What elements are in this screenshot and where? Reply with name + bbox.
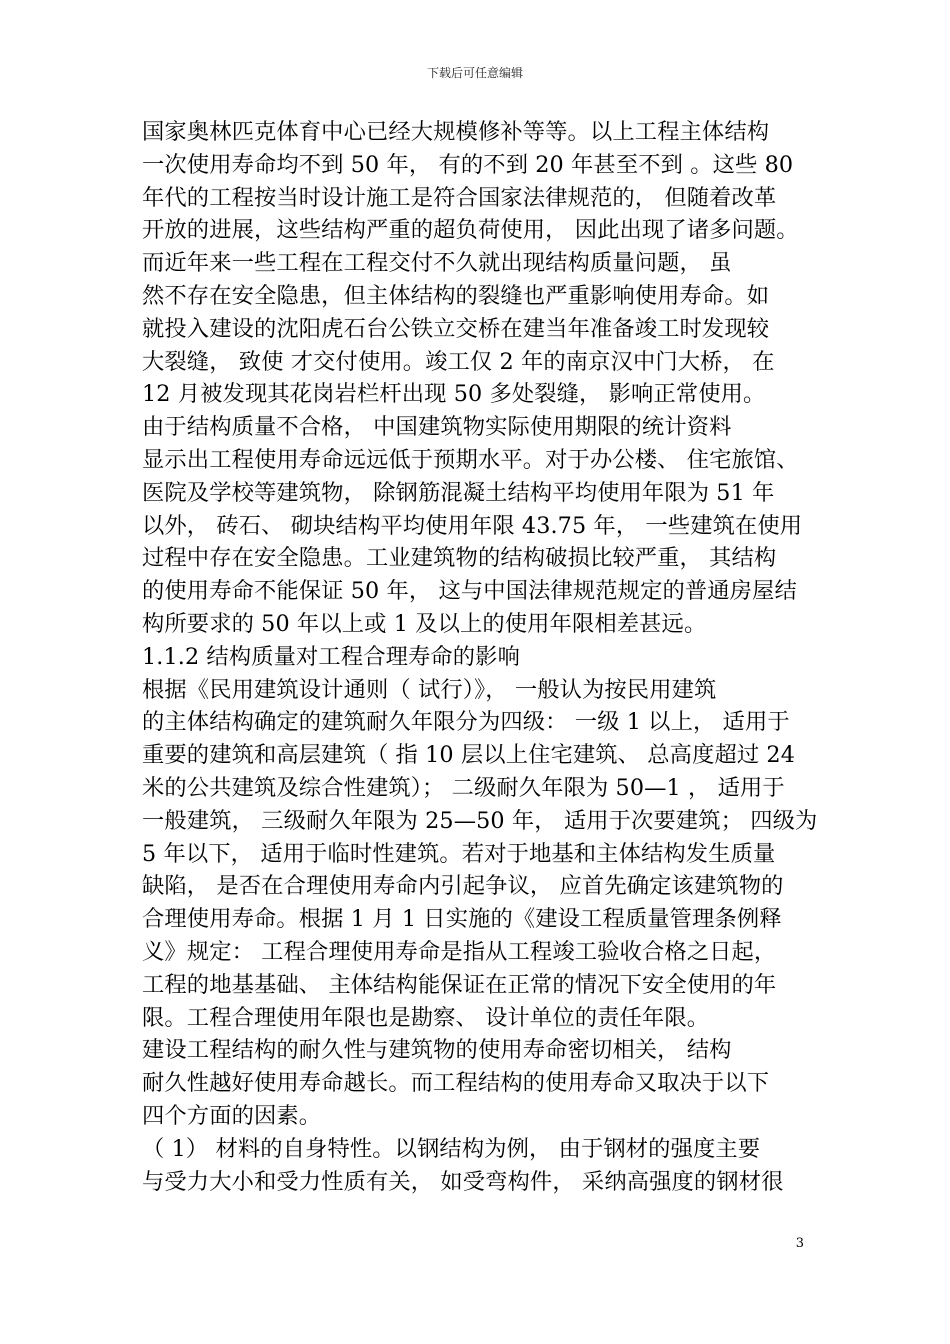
page-header-note: 下载后可任意编辑	[426, 66, 523, 80]
text-line: 以外， 砖石、 砌块结构平均使用年限 43.75 年， 一些建筑在使用	[142, 512, 803, 539]
text-line: 5 年以下， 适用于临时性建筑。若对于地基和主体结构发生质量	[142, 840, 776, 867]
text-line: 合理使用寿命。根据 1 月 1 日实施的《建设工程质量管理条例释	[142, 906, 782, 933]
text-line: 大裂缝， 致使 才交付使用。竣工仅 2 年的南京汉中门大桥， 在	[142, 348, 775, 375]
text-line: 与受力大小和受力性质有关， 如受弯构件， 采纳高强度的钢材很	[142, 1168, 784, 1195]
text-line: 缺陷， 是否在合理使用寿命内引起争议， 应首先确定该建筑物的	[142, 873, 784, 900]
text-line: 的主体结构确定的建筑耐久年限分为四级： 一级 1 以上， 适用于	[142, 709, 790, 736]
text-line: 重要的建筑和高层建筑（ 指 10 层以上住宅建筑、 总高度超过 24	[142, 742, 796, 769]
text-line: 而近年来一些工程在工程交付不久就出现结构质量问题， 虽	[142, 250, 732, 277]
text-line: 过程中存在安全隐患。工业建筑物的结构破损比较严重， 其结构	[142, 545, 777, 572]
text-line: 由于结构质量不合格， 中国建筑物实际使用期限的统计资料	[142, 414, 732, 441]
text-line: 年代的工程按当时设计施工是符合国家法律规范的， 但随着改革	[142, 184, 777, 211]
text-line: 米的公共建筑及综合性建筑）； 二级耐久年限为 50—1 ， 适用于	[142, 774, 785, 801]
text-line: 工程的地基基础、 主体结构能保证在正常的情况下安全使用的年	[142, 971, 777, 998]
text-line: 根据《民用建筑设计通则（ 试行）》， 一般认为按民用建筑	[142, 676, 717, 703]
text-line: 显示出工程使用寿命远远低于预期水平。对于办公楼、 住宅旅馆、	[142, 446, 799, 473]
section-heading: 1.1.2 结构质量对工程合理寿命的影响	[142, 643, 520, 670]
text-line: 构所要求的 50 年以上或 1 及以上的使用年限相差甚远。	[142, 610, 707, 637]
text-line: 一次使用寿命均不到 50 年， 有的不到 20 年甚至不到 。这些 80	[142, 151, 794, 178]
text-line: 耐久性越好使用寿命越长。而工程结构的使用寿命又取决于以下	[142, 1070, 770, 1097]
text-line: 的使用寿命不能保证 50 年， 这与中国法律规范规定的普通房屋结	[142, 578, 797, 605]
text-line: 四个方面的因素。	[142, 1102, 322, 1129]
text-line: 12 月被发现其花岗岩栏杆出现 50 多处裂缝， 影响正常使用。	[142, 381, 766, 408]
document-body	[142, 116, 818, 1198]
text-line: 医院及学校等建筑物， 除钢筋混凝土结构平均使用年限为 51 年	[142, 479, 775, 506]
page-number: 3	[795, 1236, 804, 1251]
text-line: 建设工程结构的耐久性与建筑物的使用寿命密切相关， 结构	[142, 1037, 732, 1064]
text-line: 开放的进展，这些结构严重的超负荷使用， 因此出现了诸多问题。	[142, 217, 799, 244]
text-line: 就投入建设的沈阳虎石台公铁立交桥在建当年准备竣工时发现较	[142, 315, 770, 342]
text-line: 义》规定： 工程合理使用寿命是指从工程竣工验收合格之日起，	[142, 938, 777, 965]
text-line: 然不存在安全隐患，但主体结构的裂缝也严重影响使用寿命。如	[142, 282, 770, 309]
text-line: 国家奥林匹克体育中心已经大规模修补等等。以上工程主体结构	[142, 119, 770, 145]
text-line: 限。工程合理使用年限也是勘察、 设计单位的责任年限。	[142, 1004, 710, 1031]
text-line: （ 1） 材料的自身特性。以钢结构为例， 由于钢材的强度主要	[142, 1135, 761, 1162]
text-line: 一般建筑， 三级耐久年限为 25—50 年， 适用于次要建筑； 四级为	[142, 807, 818, 834]
